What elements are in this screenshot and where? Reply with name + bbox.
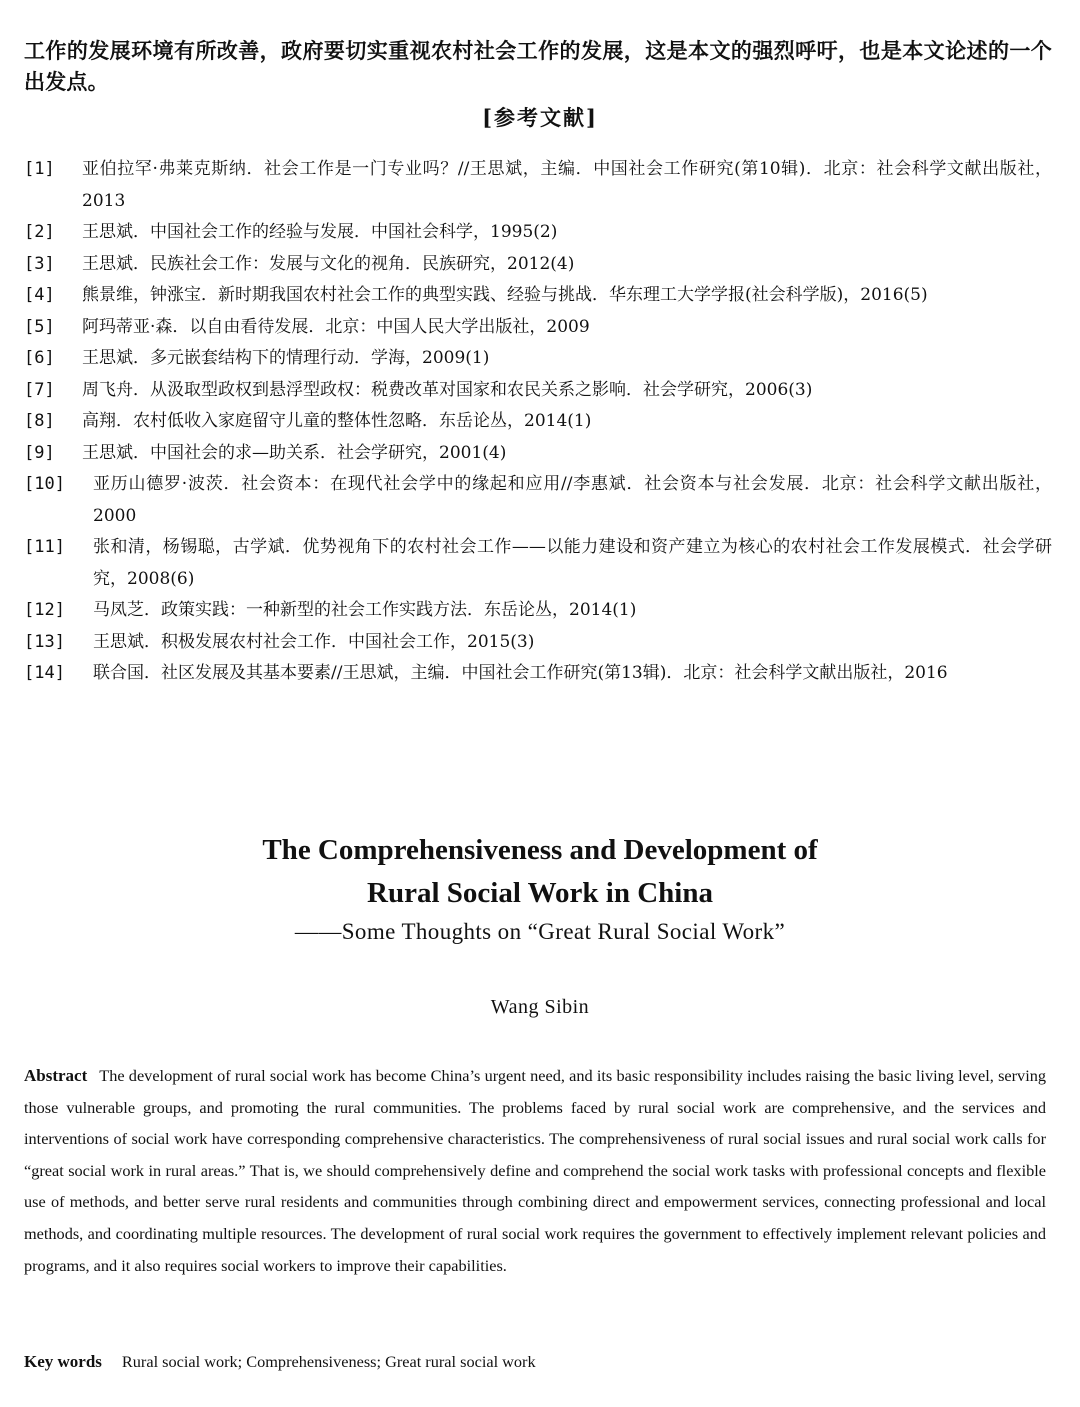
reference-text: 王思斌．民族社会工作：发展与文化的视角．民族研究，2012(4) [82, 253, 575, 274]
reference-item [24, 595, 1052, 627]
keywords-label: Key words [24, 1352, 102, 1371]
english-subtitle: ——Some Thoughts on “Great Rural Social Work” [294, 919, 786, 944]
reference-text: 王思斌．多元嵌套结构下的情理行动．学海，2009(1) [82, 348, 490, 368]
reference-text: 周飞舟．从汲取型政权到悬浮型政权：税费改革对国家和农民关系之影响．社会学研究，2006(3) [82, 379, 813, 400]
english-title-line-1: The Comprehensiveness and Development of [262, 834, 818, 866]
reference-number: [12] [24, 600, 65, 620]
reference-item [24, 658, 1052, 690]
reference-text: 王思斌．中国社会的求—助关系．社会学研究，2001(4) [82, 442, 507, 463]
reference-item [24, 438, 1052, 470]
reference-text: 熊景维，钟涨宝．新时期我国农村社会工作的典型实践、经验与挑战．华东理工大学学报(社会科学版)，2016(5) [82, 285, 928, 305]
references-list [24, 154, 1052, 690]
abstract-text: The development of rural social work has become China’s urgent need, and its basic responsibility includes raising the basic living level, serving those vulnerable groups, and promoting the rural communities. The problems faced by rural social work are comprehensive, and the services and interventions of social work have corresponding comprehensive characteristics. The comprehensiveness of rural social issues and rural social work calls for “great social work in rural areas.” That is, we should comprehensively define and comprehend the social work tasks with professional concepts and flexible use of methods, and better serve rural residents and communities through combining direct and empowerment services, connecting professional and local methods, and coordinating multiple resources. The development of rural social work requires the government to effectively implement relevant policies and programs, and it also requires social workers to improve their capabilities. [24, 1066, 1046, 1275]
reference-number: [2] [24, 222, 55, 242]
reference-item [24, 154, 1052, 217]
reference-item [24, 469, 1052, 532]
english-title [0, 829, 1080, 915]
reference-text: 马凤芝．政策实践：一种新型的社会工作实践方法．东岳论丛，2014(1) [93, 600, 637, 620]
reference-text: 亚历山德罗·波茨．社会资本：在现代社会学中的缘起和应用//李惠斌．社会资本与社会发展．北京：社会科学文献出版社，2000 [93, 474, 1052, 526]
reference-number: [7] [24, 379, 55, 400]
reference-item [24, 280, 1052, 312]
reference-item [24, 627, 1052, 659]
reference-item [24, 406, 1052, 438]
reference-text: 联合国．社区发展及其基本要素//王思斌，主编．中国社会工作研究(第13辑)．北京：社会科学文献出版社，2016 [93, 663, 948, 683]
author-name: Wang Sibin [490, 996, 590, 1018]
reference-number: [3] [24, 253, 55, 274]
reference-text: 王思斌．积极发展农村社会工作．中国社会工作，2015(3) [93, 631, 535, 652]
keywords-line [24, 1347, 1046, 1377]
reference-item [24, 343, 1052, 375]
reference-item [24, 375, 1052, 407]
reference-number: [5] [24, 316, 55, 337]
reference-item [24, 217, 1052, 249]
reference-number: [10] [24, 474, 65, 494]
reference-number: [6] [24, 348, 55, 368]
reference-text: 亚伯拉罕·弗莱克斯纳．社会工作是一门专业吗？//王思斌，主编．中国社会工作研究(第10辑)．北京：社会科学文献出版社，2013 [82, 159, 1052, 211]
reference-number: [9] [24, 442, 55, 463]
intro-paragraph: 工作的发展环境有所改善，政府要切实重视农村社会工作的发展，这是本文的强烈呼吁，也是本文论述的一个出发点。 [24, 38, 1052, 94]
reference-text: 高翔．农村低收入家庭留守儿童的整体性忽略．东岳论丛，2014(1) [82, 411, 592, 431]
reference-text: 王思斌．中国社会工作的经验与发展．中国社会科学，1995(2) [82, 222, 558, 242]
reference-number: [4] [24, 285, 55, 305]
keywords-text: Rural social work; Comprehensiveness; Great rural social work [121, 1352, 536, 1371]
abstract-paragraph [24, 1060, 1046, 1281]
references-heading: [参考文献] [482, 105, 598, 130]
english-title-line-2: Rural Social Work in China [367, 877, 713, 909]
reference-number: [13] [24, 631, 65, 652]
reference-text: 张和清，杨锡聪，古学斌．优势视角下的农村社会工作——以能力建设和资产建立为核心的农村社会工作发展模式．社会学研究，2008(6) [93, 537, 1052, 589]
reference-item [24, 312, 1052, 344]
reference-item [24, 532, 1052, 595]
reference-number: [11] [24, 537, 65, 557]
reference-number: [8] [24, 411, 55, 431]
reference-text: 阿玛蒂亚·森．以自由看待发展．北京：中国人民大学出版社，2009 [82, 316, 590, 337]
reference-number: [14] [24, 663, 65, 683]
reference-item [24, 249, 1052, 281]
abstract-label: Abstract [24, 1066, 88, 1085]
reference-number: [1] [24, 159, 55, 179]
